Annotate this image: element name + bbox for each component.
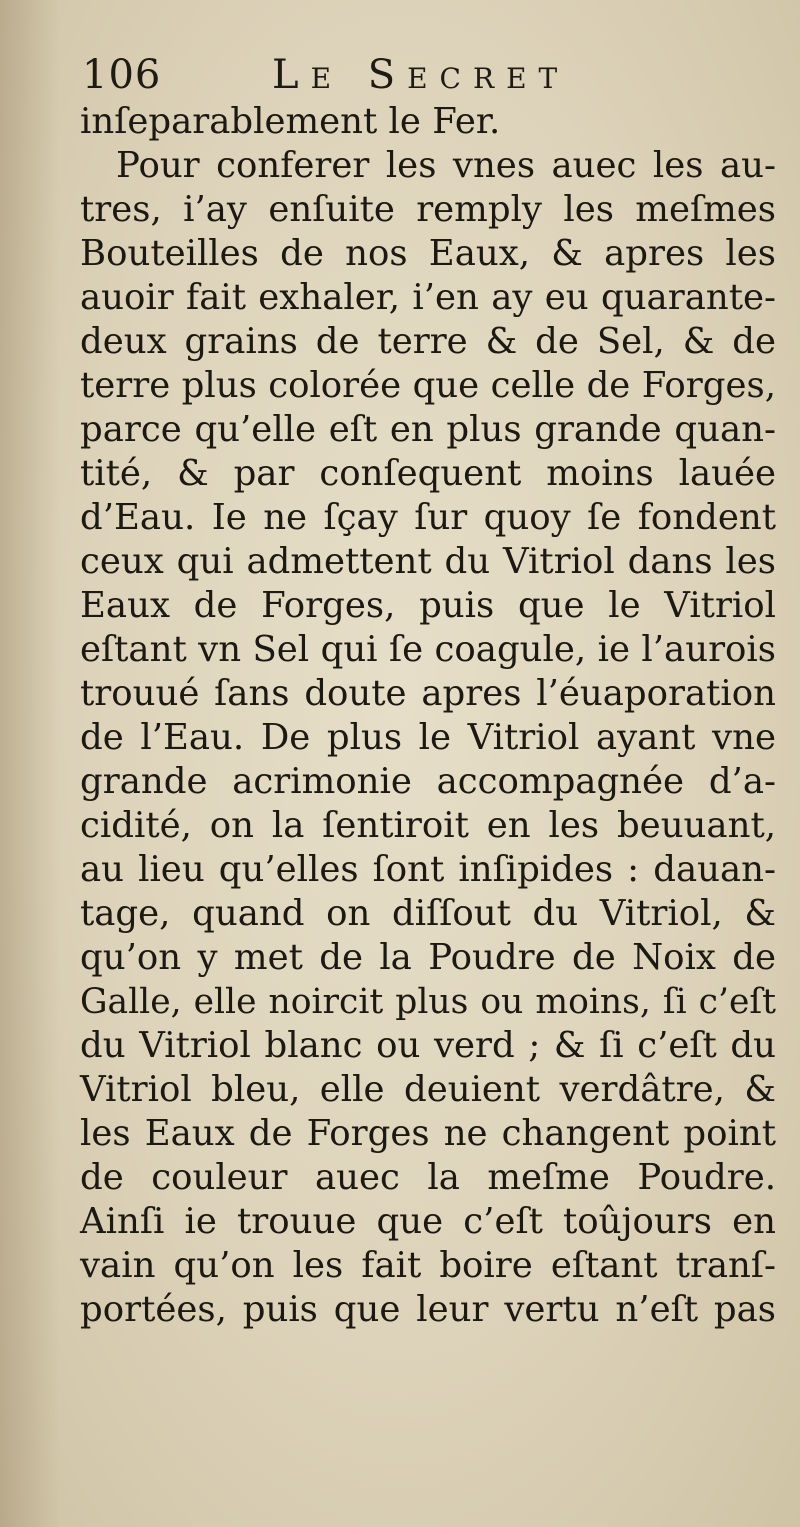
text-line: tité, & par conſequent moins lauée [80,453,776,494]
text-line: parce qu’elle eſt en plus grande quan- [80,409,776,450]
text-line: Eaux de Forges, puis que le Vitriol [80,585,776,626]
text-line: portées, puis que leur vertu n’eſt pas [80,1289,776,1330]
text-line: d’Eau. Ie ne ſçay ſur quoy ſe fondent [80,497,776,538]
text-line: qu’on y met de la Poudre de Noix de [80,937,776,978]
text-line: du Vitriol blanc ou verd ; & ſi c’eſt du [80,1025,776,1066]
text-line: Galle, elle noircit plus ou moins, ſi c’eſt [80,982,776,1022]
text-line: grande acrimonie accompagnée d’a- [80,761,776,802]
page-header [82,52,782,102]
text-line: de couleur auec la meſme Poudre. [80,1157,776,1198]
text-line: auoir fait exhaler, i’en ay eu quarante- [80,277,776,318]
text-line: eſtant vn Sel qui ſe coagule, ie l’aurois [80,629,776,670]
text-line: Bouteilles de nos Eaux, & apres les [80,233,776,274]
body-text [80,100,776,1332]
text-line: tres, i’ay enſuite remply les meſmes [80,189,776,230]
text-line: ceux qui admettent du Vitriol dans les [80,541,776,582]
text-line: Pour conferer les vnes auec les au- [116,145,776,186]
text-line: de l’Eau. De plus le Vitriol ayant vne [80,717,776,758]
text-line: trouué ſans doute apres l’éuaporation [80,673,776,714]
text-line: Vitriol bleu, elle deuient verdâtre, & [80,1069,776,1110]
text-line: cidité, on la ſentiroit en les beuuant, [80,805,776,846]
page-number: 106 [82,52,162,98]
text-line: inſeparablement le Fer. [80,101,501,142]
text-line: vain qu’on les fait boire eſtant tranſ- [80,1245,776,1286]
text-line: Ainſi ie trouue que c’eſt toûjours en [80,1201,776,1242]
text-line: au lieu qu’elles ſont inſipides : dauan- [80,849,776,890]
text-line: deux grains de terre & de Sel, & de [80,321,776,362]
text-line: les Eaux de Forges ne changent point [80,1113,776,1154]
text-line: terre plus colorée que celle de Forges, [80,365,776,406]
text-line: tage, quand on diſſout du Vitriol, & [80,893,776,934]
running-head: Le Secret [272,52,570,98]
